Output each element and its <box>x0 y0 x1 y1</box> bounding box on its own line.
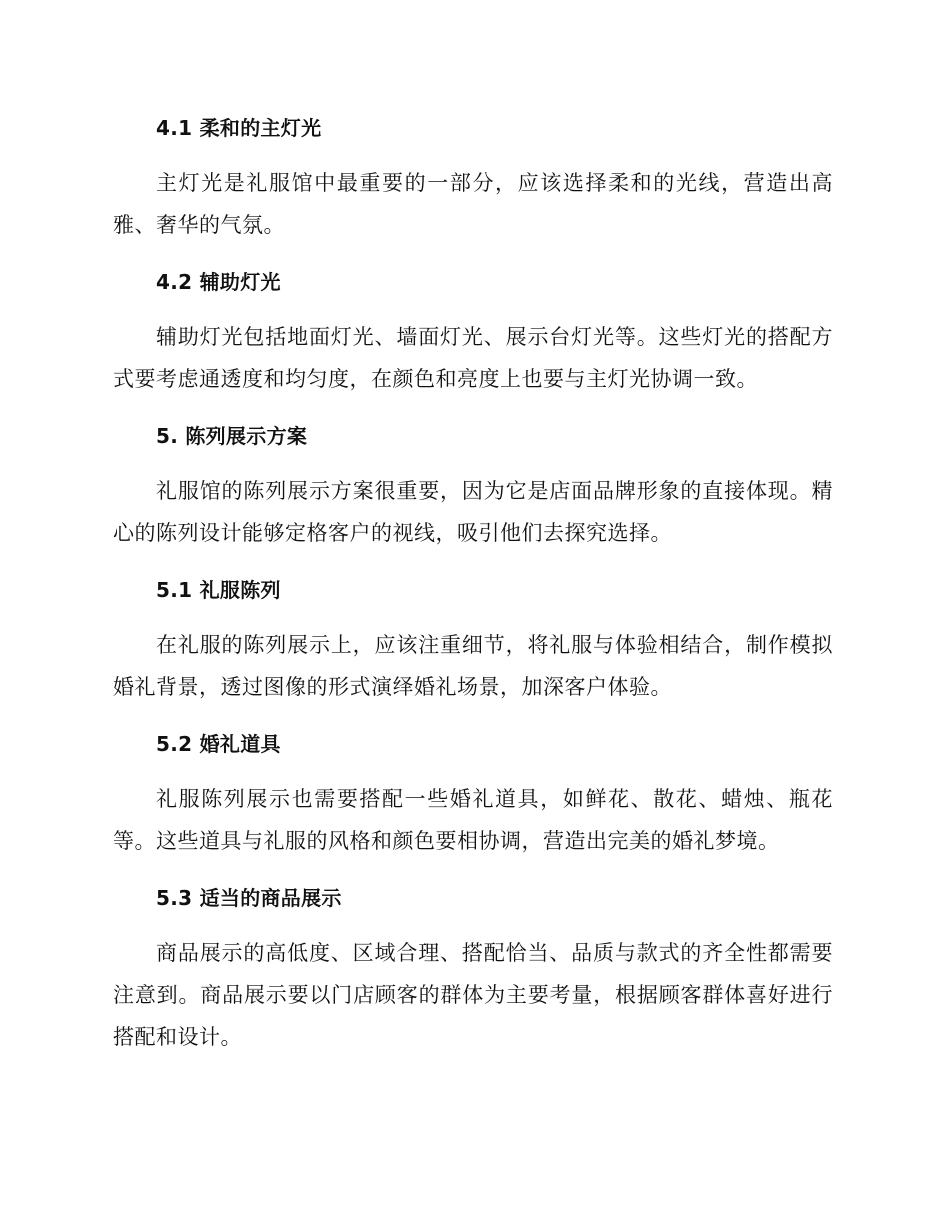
section-paragraph-5-1: 在礼服的陈列展示上，应该注重细节，将礼服与体验相结合，制作模拟婚礼背景，透过图像的形式演绎婚礼场景，加深客户体验。 <box>113 633 833 699</box>
section-heading-5-3: 5.3 适当的商品展示 <box>156 886 342 910</box>
section-heading-5-2: 5.2 婚礼道具 <box>156 732 281 756</box>
section-heading-4-1: 4.1 柔和的主灯光 <box>156 116 322 140</box>
section-paragraph-5-3: 商品展示的高低度、区域合理、搭配恰当、品质与款式的齐全性都需要注意到。商品展示要以门店顾客的群体为主要考量，根据顾客群体喜好进行搭配和设计。 <box>113 941 833 1049</box>
document-page <box>113 107 833 1073</box>
section-paragraph-4-1: 主灯光是礼服馆中最重要的一部分，应该选择柔和的光线，营造出高雅、奢华的气氛。 <box>113 171 833 237</box>
section-paragraph-4-2: 辅助灯光包括地面灯光、墙面灯光、展示台灯光等。这些灯光的搭配方式要考虑通透度和均匀度，在颜色和亮度上也要与主灯光协调一致。 <box>113 325 833 391</box>
section-paragraph-5: 礼服馆的陈列展示方案很重要，因为它是店面品牌形象的直接体现。精心的陈列设计能够定格客户的视线，吸引他们去探究选择。 <box>113 479 833 545</box>
section-paragraph-5-2: 礼服陈列展示也需要搭配一些婚礼道具，如鲜花、散花、蜡烛、瓶花等。这些道具与礼服的风格和颜色要相协调，营造出完美的婚礼梦境。 <box>113 787 833 853</box>
section-heading-4-2: 4.2 辅助灯光 <box>156 270 281 294</box>
section-heading-5-1: 5.1 礼服陈列 <box>156 578 281 602</box>
section-heading-5: 5. 陈列展示方案 <box>156 424 308 448</box>
